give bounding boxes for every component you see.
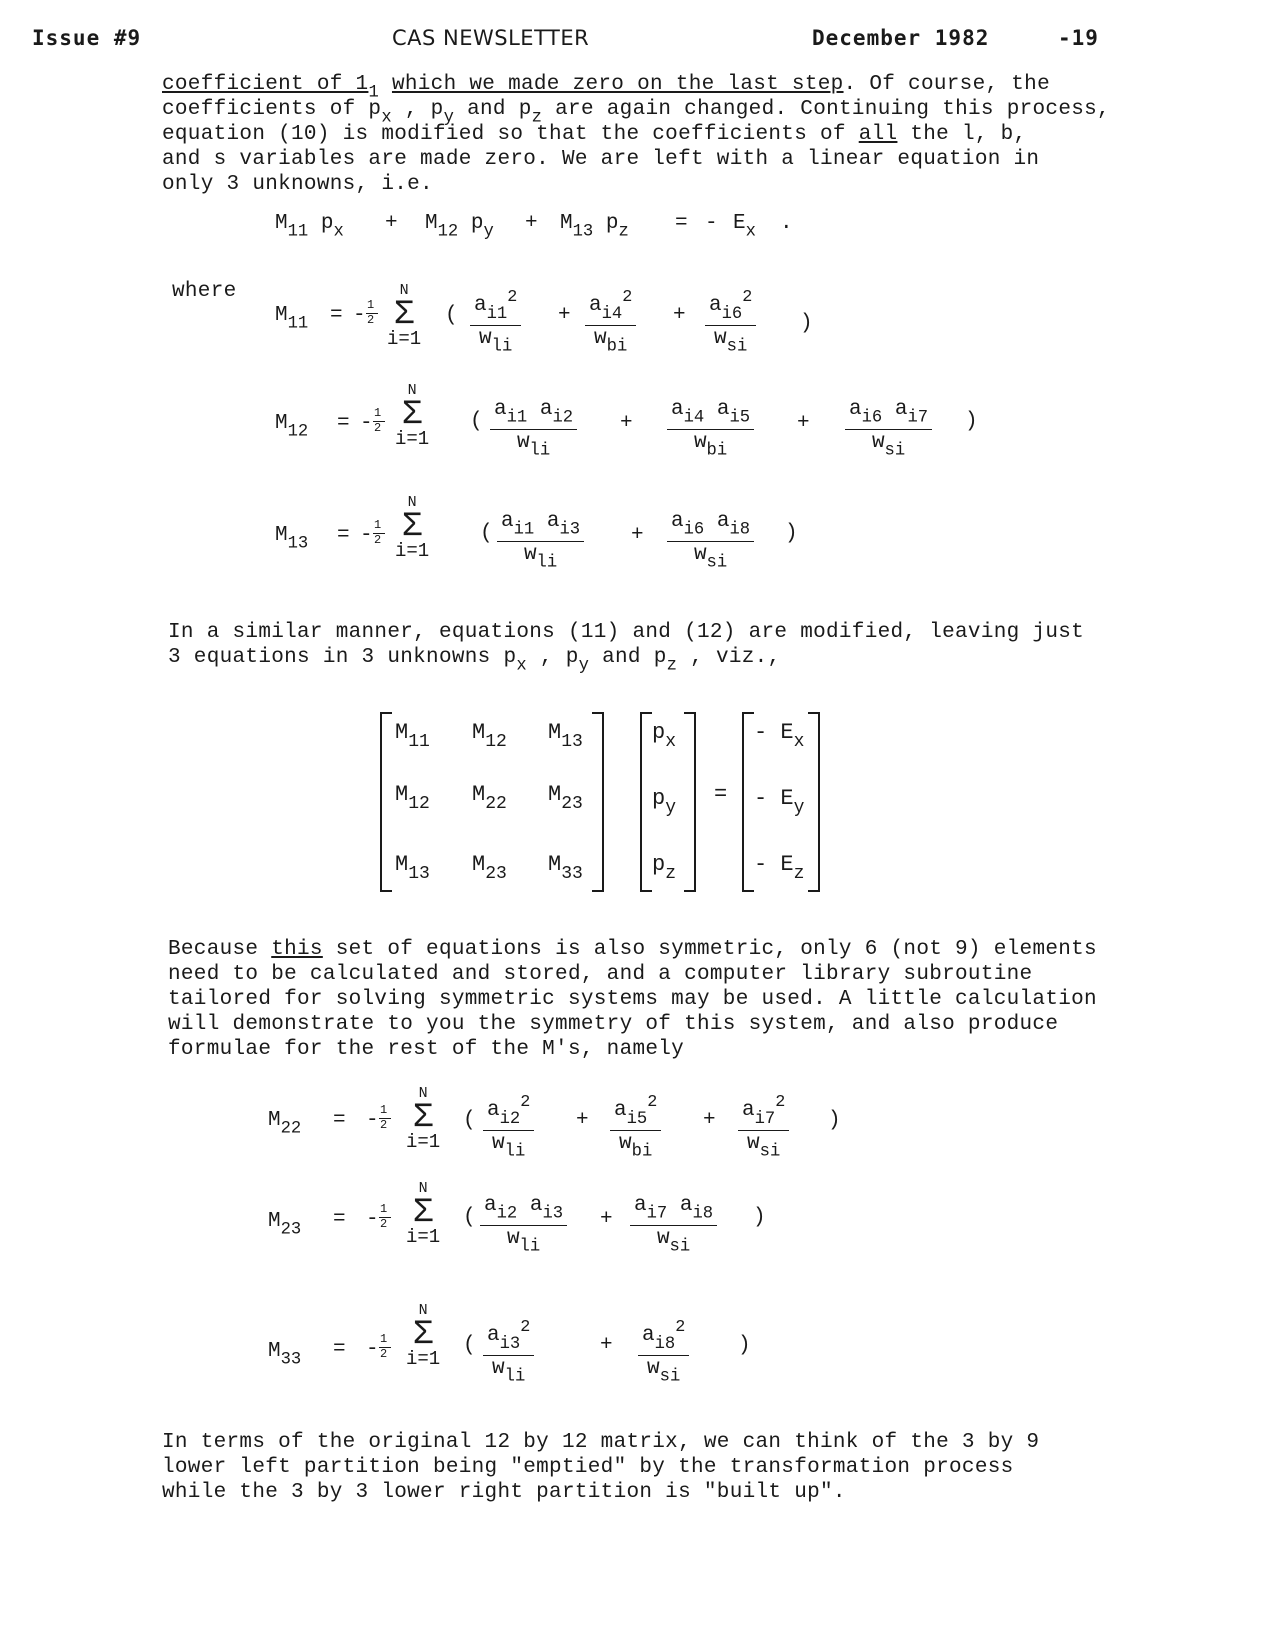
m22-equation: $M_{22}$ = - 1 2 N Σ i=1 ( $a_{i2}^2$ $w_{li}$ + $a_{i5}^2$ $w_{bi}$ + $a_{i7}^2$ $w_{si}$ ) <box>268 1085 841 1162</box>
matrix-cell: $M_{11}$ <box>395 720 430 753</box>
m23-equation: $M_{23}$ = - 1 2 N Σ i=1 ( $a_{i2}$ $a_{i3}$ $w_{li}$ + $a_{i7}$ $a_{i8}$ $w_{si}$ ) <box>268 1180 766 1257</box>
matrix-cell: $M_{23}$ <box>472 852 507 885</box>
paragraph-3-line-5: formulae for the rest of the M's, namely <box>168 1038 685 1061</box>
paragraph-3-line-2: need to be calculated and stored, and a computer library subroutine <box>168 963 1033 986</box>
page-number: -19 <box>1058 26 1099 50</box>
vector-bracket-left <box>640 712 652 892</box>
paragraph-3-line-1: Because this set of equations is also symmetric, only 6 (not 9) elements <box>168 938 1097 961</box>
rhs-cell: - $E_x$ <box>754 720 805 753</box>
matrix-cell: $M_{12}$ <box>395 782 430 815</box>
paragraph-1-line-2: coefficients of $p_x$ , $p_y$ and $p_z$ are again changed. Continuing this process, <box>162 98 1110 128</box>
vector-cell: $p_y$ <box>652 786 677 819</box>
where-label: where <box>172 280 237 303</box>
paragraph-3-line-3: tailored for solving symmetric systems may be used. A little calculation <box>168 988 1097 1011</box>
issue-date: December 1982 <box>812 26 990 50</box>
paragraph-1-line-1: coefficient of $1_1$ which we made zero on the last step. Of course, the <box>162 73 1050 103</box>
rhs-cell: - $E_z$ <box>754 852 805 885</box>
paragraph-2-line-2: 3 equations in 3 unknowns $p_x$ , $p_y$ and $p_z$ , viz., <box>168 646 781 676</box>
matrix-cell: $M_{22}$ <box>472 782 507 815</box>
issue-number: Issue #9 <box>32 26 142 50</box>
paragraph-2-line-1: In a similar manner, equations (11) and (12) are modified, leaving just <box>168 621 1085 644</box>
matrix-cell: $M_{13}$ <box>395 852 430 885</box>
m33-equation: $M_{33}$ = - 1 2 N Σ i=1 ( $a_{i3}^2$ $w_{li}$ + $a_{i8}^2$ $w_{si}$ ) <box>268 1302 751 1387</box>
newsletter-title: CAS NEWSLETTER <box>392 26 590 50</box>
m12-equation: $M_{12}$ = - 1 2 N Σ i=1 ( $a_{i1}$ $a_{i2}$ $w_{li}$ + $a_{i4}$ $a_{i5}$ $w_{bi}$ + $a_{i6}$ $a_{i7}$ $w_{si}$ ) <box>275 382 978 461</box>
matrix-cell: $M_{23}$ <box>548 782 583 815</box>
rhs-bracket-right <box>808 712 820 892</box>
matrix-bracket-left <box>380 712 392 892</box>
paragraph-1-line-3: equation (10) is modified so that the coefficients of all the l, b, <box>162 123 1027 146</box>
vector-bracket-right <box>684 712 696 892</box>
matrix-cell: $M_{12}$ <box>472 720 507 753</box>
paragraph-1-line-4: and s variables are made zero. We are left with a linear equation in <box>162 148 1040 171</box>
rhs-cell: - $E_y$ <box>754 786 805 819</box>
paragraph-4-line-3: while the 3 by 3 lower right partition is "built up". <box>162 1481 846 1504</box>
rhs-bracket-left <box>742 712 754 892</box>
m11-equation: $M_{11}$ = - 1 2 N Σ i=1 ( $a_{i1}^2$ $w_{li}$ + $a_{i4}^2$ $w_{bi}$ + $a_{i6}^2$ $w_{si}$ ) <box>275 282 813 357</box>
m13-equation: $M_{13}$ = - 1 2 N Σ i=1 ( $a_{i1}$ $a_{i3}$ $w_{li}$ + $a_{i6}$ $a_{i8}$ $w_{si}$ ) <box>275 494 798 573</box>
matrix-cell: $M_{13}$ <box>548 720 583 753</box>
vector-cell: $p_z$ <box>652 852 677 885</box>
paragraph-3-line-4: will demonstrate to you the symmetry of this system, and also produce <box>168 1013 1059 1036</box>
equals-sign: = <box>714 782 728 807</box>
paragraph-4-line-1: In terms of the original 12 by 12 matrix, we can think of the 3 by 9 <box>162 1431 1040 1454</box>
paragraph-4-line-2: lower left partition being "emptied" by the transformation process <box>162 1456 1014 1479</box>
matrix-bracket-right <box>592 712 604 892</box>
vector-cell: $p_x$ <box>652 720 677 753</box>
paragraph-1-line-5: only 3 unknowns, i.e. <box>162 173 433 196</box>
matrix-cell: $M_{33}$ <box>548 852 583 885</box>
